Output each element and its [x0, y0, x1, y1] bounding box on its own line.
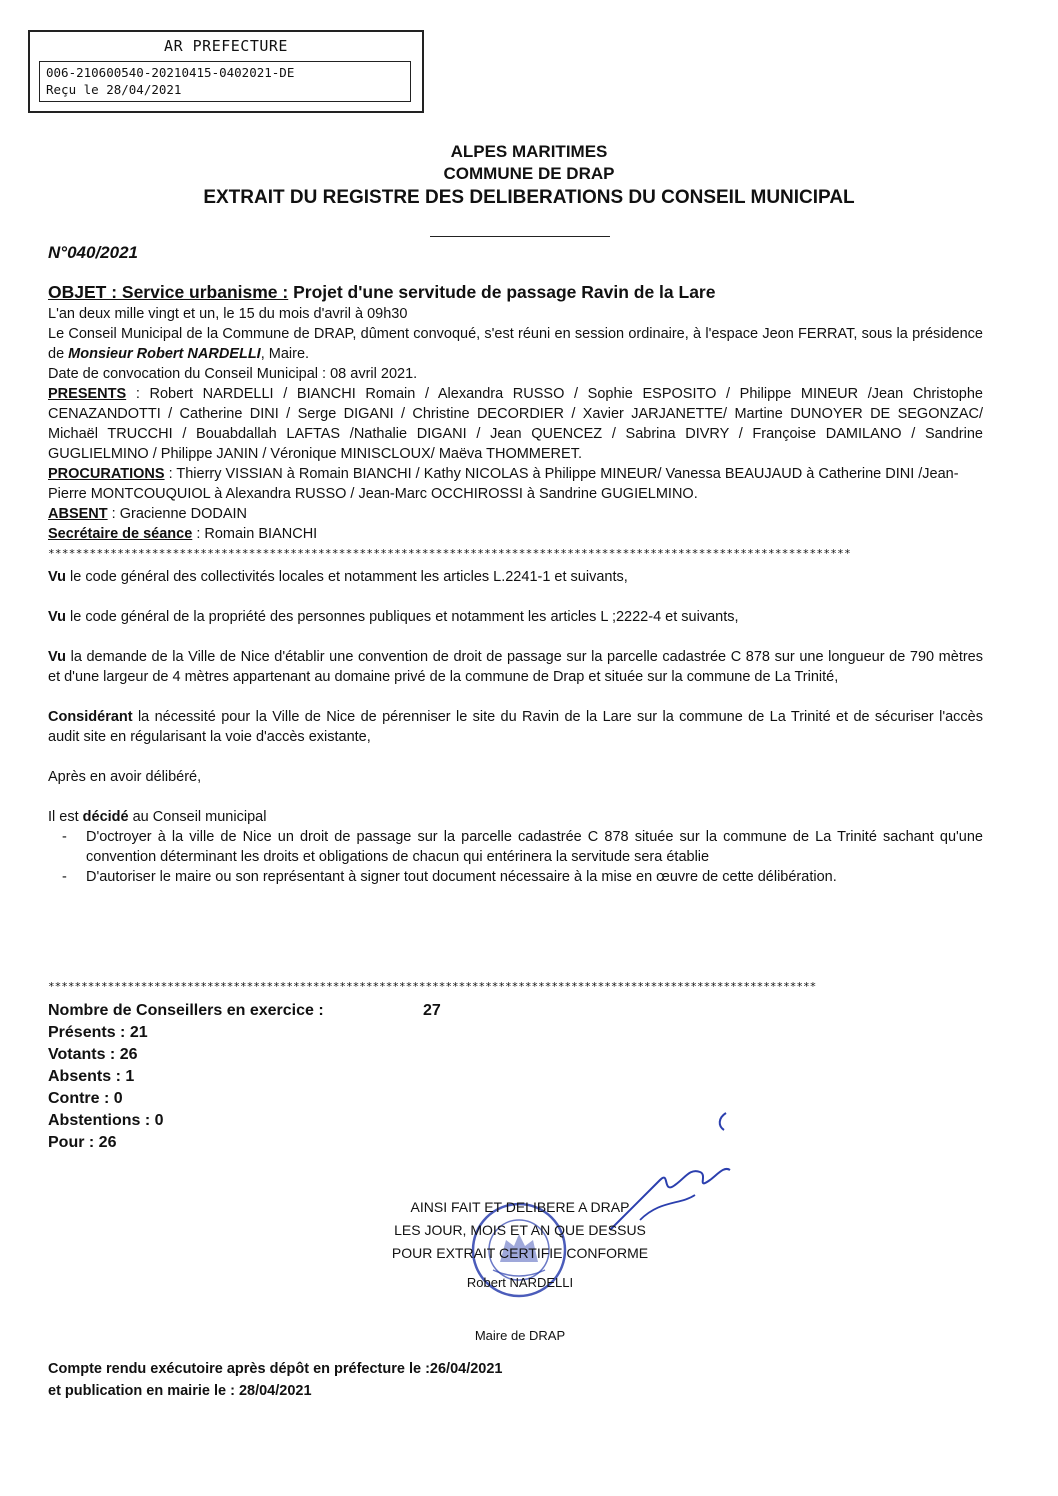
count-label: Votants : 26	[48, 1046, 138, 1063]
count-row	[48, 1044, 441, 1066]
presents-names: : Robert NARDELLI / BIANCHI Romain / Alexandra RUSSO / Sophie ESPOSITO / Philippe MINEUR /Jean Christophe CENAZANDOTTI / Catherine DINI / Serge DIGANI / Christine DECORDIER / Xavier JARJANETTE/ Martine DUNOYER DE SEGONZAC/ Michaël TRUCCHI / Bouabdallah LAFTAS /Nathalie DIGANI / Jean QUENCEZ / Sabrina DIVRY / Françoise DAMILANO / Sandrine GUGLIELMINO / Philippe JANIN / Véronique MINISCLOUX/ Maëva THOMMERET.	[48, 386, 983, 462]
consideration-1	[48, 567, 983, 587]
consideration-text: le code général des collectivités locales et notamment les articles L.2241-1 et suivants,	[66, 569, 628, 585]
deliberation-subject	[48, 282, 715, 303]
count-row	[48, 1132, 441, 1154]
consideration-keyword: Vu	[48, 569, 66, 585]
document-footer	[48, 1358, 503, 1402]
document-body	[48, 304, 983, 887]
count-row	[48, 1066, 441, 1088]
signature-block	[370, 1196, 670, 1294]
separator-line: ********************************************************************************************************************	[48, 547, 852, 560]
procurations-list	[48, 464, 983, 504]
consideration-text: la demande de la Ville de Nice d'établir une convention de droit de passage sur la parcelle cadastrée C 878 sur une longueur de 790 mètres et d'une largeur de 4 mètres appartenant au domaine privé de la commune de Drap et située sur la commune de La Trinité,	[48, 649, 983, 685]
consideration-text: le code général de la propriété des personnes publiques et notamment les articles L ;2222-4 et suivants,	[66, 609, 739, 625]
document-header	[0, 141, 1058, 211]
consideration-keyword: Considérant	[48, 709, 133, 725]
presents-list	[48, 384, 983, 464]
header-divider	[430, 236, 610, 237]
stamp-reference: 006-210600540-20210415-0402021-DE	[46, 65, 295, 80]
secretary-name: : Romain BIANCHI	[192, 526, 318, 542]
count-row	[48, 1110, 441, 1132]
president-name: Monsieur Robert NARDELLI	[68, 346, 261, 362]
header-commune: COMMUNE DE DRAP	[443, 164, 615, 183]
subject-text: Projet d'une servitude de passage Ravin de la Lare	[288, 282, 716, 302]
consideration-text: la nécessité pour la Ville de Nice de pérenniser le site du Ravin de la Lare sur la commune de La Trinité et de sécuriser l'accès audit site en régularisant la voie d'accès existante,	[48, 709, 983, 745]
prefecture-stamp	[28, 30, 424, 113]
vote-counts	[48, 1000, 441, 1154]
count-value: 27	[423, 1002, 441, 1019]
decision-post: au Conseil municipal	[128, 809, 267, 825]
procurations-names: : Thierry VISSIAN à Romain BIANCHI / Kathy NICOLAS à Philippe MINEUR/ Vanessa BEAUJAUD à Catherine DINI /Jean-Pierre MONTCOUQUIOL à Alexandra RUSSO / Jean-Marc OCCHIROSSI à Sandrine GUGIELMINO.	[48, 466, 959, 502]
signature-line-3: POUR EXTRAIT CERTIFIE CONFORME	[391, 1245, 649, 1261]
stamp-reference-box	[39, 61, 411, 102]
secretary-label: Secrétaire de séance	[48, 526, 193, 542]
signatory-name: Robert NARDELLI	[466, 1275, 574, 1290]
consideration-3	[48, 647, 983, 687]
deliberated-line: Après en avoir délibéré,	[48, 769, 202, 785]
signature-line-2: LES JOUR, MOIS ET AN QUE DESSUS	[394, 1222, 646, 1238]
count-label: Présents : 21	[48, 1024, 148, 1041]
signatory-title: Maire de DRAP	[474, 1328, 566, 1343]
absent-names: : Gracienne DODAIN	[107, 506, 248, 522]
decision-intro	[48, 807, 983, 827]
council-text-end: , Maire.	[260, 346, 310, 362]
count-label: Absents : 1	[48, 1068, 135, 1085]
signature-line-1: AINSI FAIT ET DELIBERE A DRAP	[410, 1199, 630, 1215]
footer-publication-date: et publication en mairie le : 28/04/2021	[48, 1383, 312, 1399]
count-row	[48, 1088, 441, 1110]
convocation-date: Date de convocation du Conseil Municipal : 08 avril 2021.	[48, 366, 418, 382]
count-label: Nombre de Conseillers en exercice :	[48, 1002, 324, 1019]
decision-keyword: décidé	[82, 809, 129, 825]
count-row	[48, 1000, 441, 1022]
separator-line-2: ********************************************************************************************************************	[48, 980, 817, 993]
absent-line	[48, 504, 983, 524]
presents-label: PRESENTS	[48, 386, 127, 402]
session-council	[48, 324, 983, 364]
count-label: Pour : 26	[48, 1134, 117, 1151]
council-text: Le Conseil Municipal de la Commune de DRAP, dûment convoqué, s'est réuni en session ordinaire, à l'espace Jeon FERRAT, sous la présidence de	[48, 326, 983, 362]
procurations-label: PROCURATIONS	[48, 466, 165, 482]
decision-item: - D'autoriser le maire ou son représentant à signer tout document nécessaire à la mise en œuvre de cette délibération.	[86, 867, 983, 887]
decision-list	[48, 827, 983, 887]
consideration-keyword: Vu	[48, 609, 66, 625]
consideration-2	[48, 607, 983, 627]
decision-item: - D'octroyer à la ville de Nice un droit de passage sur la parcelle cadastrée C 878 située sur la commune de La Trinité sachant qu'une convention déterminant les droits et obligations de chacun qui entérinera la servitude sera établie	[86, 827, 983, 867]
deliberation-number: N°040/2021	[48, 243, 138, 262]
count-row	[48, 1022, 441, 1044]
session-date: L'an deux mille vingt et un, le 15 du mois d'avril à 09h30	[48, 306, 408, 322]
consideration-keyword: Vu	[48, 649, 66, 665]
absent-label: ABSENT	[48, 506, 108, 522]
count-label: Contre : 0	[48, 1090, 123, 1107]
stamp-title: AR PREFECTURE	[164, 37, 288, 55]
secretary-line	[48, 524, 983, 544]
header-register-title: EXTRAIT DU REGISTRE DES DELIBERATIONS DU CONSEIL MUNICIPAL	[203, 187, 855, 208]
pen-mark-icon	[712, 1110, 732, 1134]
subject-label: OBJET : Service urbanisme :	[48, 282, 289, 302]
header-department: ALPES MARITIMES	[450, 142, 608, 161]
decision-pre: Il est	[48, 809, 83, 825]
footer-prefecture-date: Compte rendu exécutoire après dépôt en préfecture le :26/04/2021	[48, 1361, 503, 1377]
stamp-received-date: Reçu le 28/04/2021	[46, 82, 182, 97]
consideration-4	[48, 707, 983, 747]
count-label: Abstentions : 0	[48, 1112, 164, 1129]
